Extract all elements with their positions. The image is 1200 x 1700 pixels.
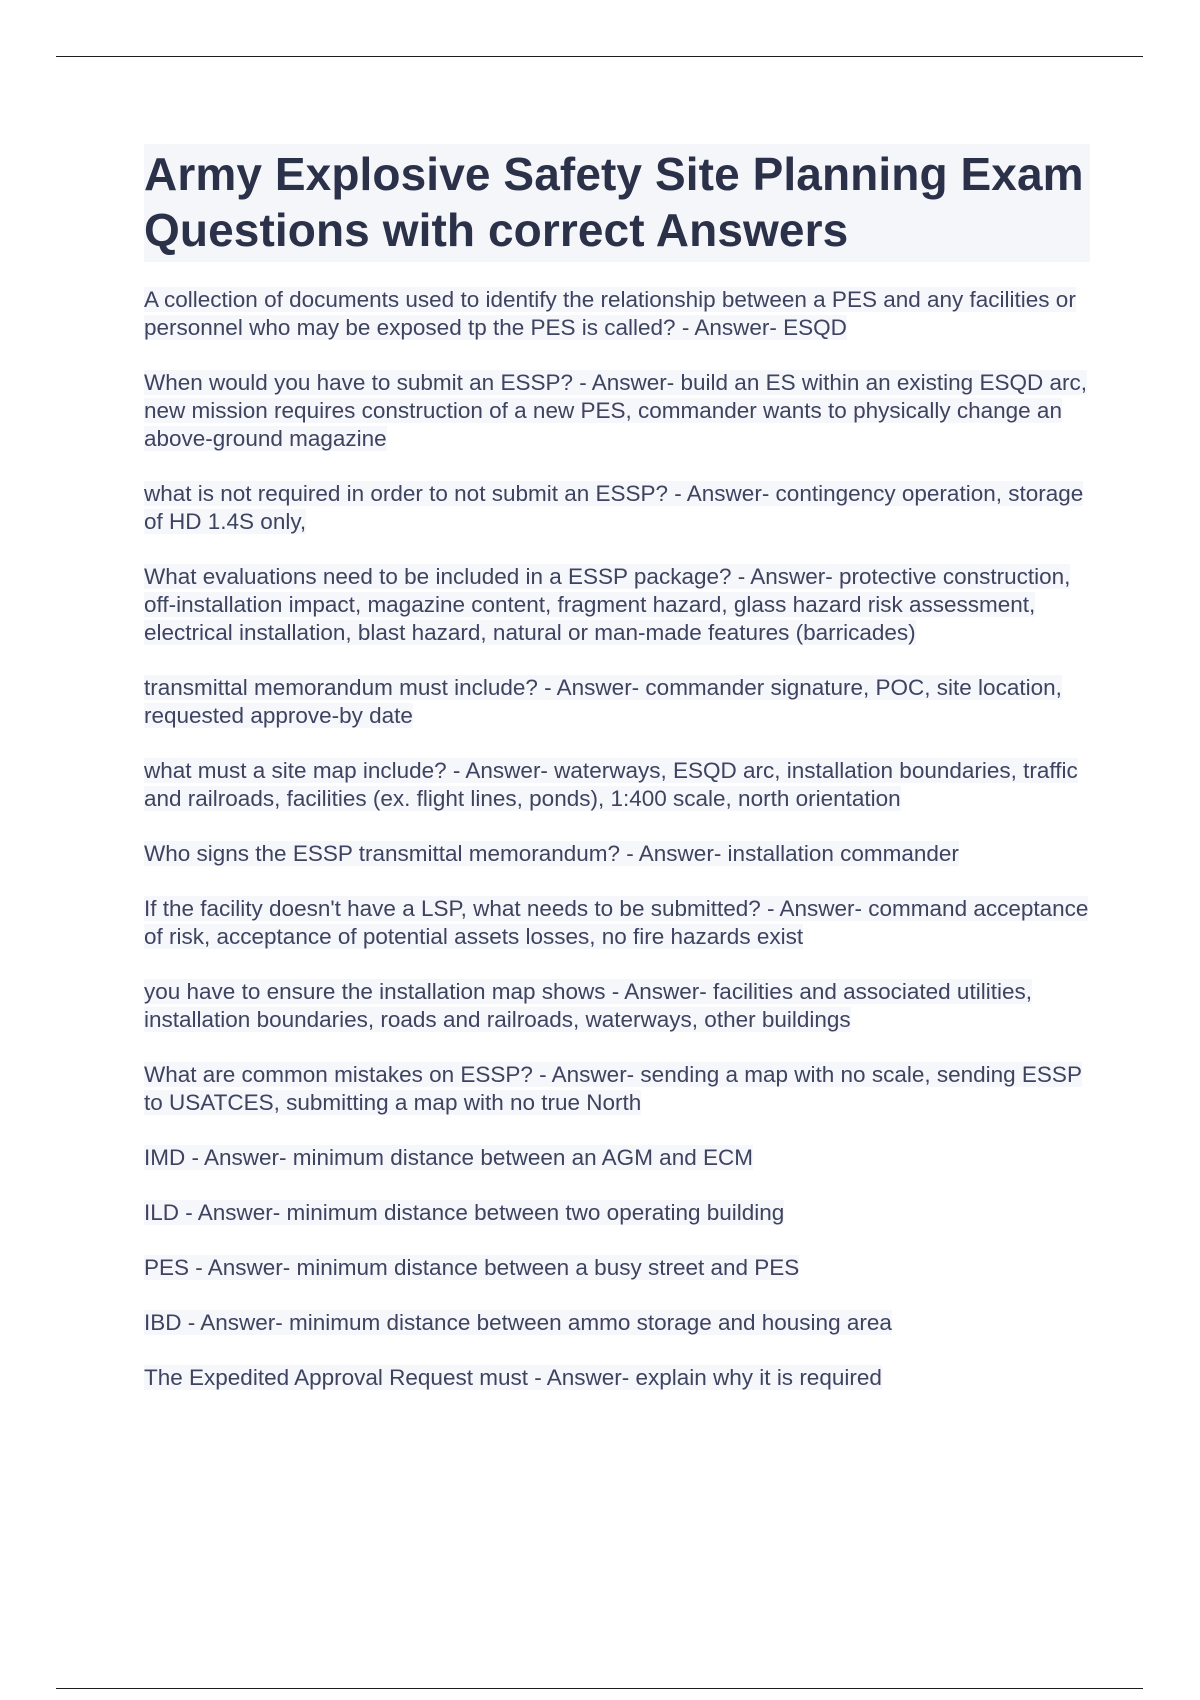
qa-item (144, 563, 1090, 647)
qa-item-text: what is not required in order to not submit an ESSP? - Answer- contingency operation, storage of HD 1.4S only, (144, 481, 1084, 534)
qa-item (144, 840, 1090, 868)
title-block (144, 144, 1090, 262)
qa-item (144, 480, 1090, 536)
qa-item-text: ILD - Answer- minimum distance between two operating building (144, 1200, 785, 1225)
qa-item-text: PES - Answer- minimum distance between a busy street and PES (144, 1255, 800, 1280)
qa-item-text: what must a site map include? - Answer- waterways, ESQD arc, installation boundaries, traffic and railroads, facilities (ex. flight lines, ponds), 1:400 scale, north orientation (144, 758, 1078, 811)
qa-item-text: What evaluations need to be included in a ESSP package? - Answer- protective construction, off-installation impact, magazine content, fragment hazard, glass hazard risk assessment, electrical installation, blast hazard, natural or man-made features (barricades) (144, 564, 1071, 645)
qa-item-text: IBD - Answer- minimum distance between ammo storage and housing area (144, 1310, 892, 1335)
qa-list (144, 286, 1090, 1392)
qa-item (144, 1199, 1090, 1227)
page-bottom-rule (56, 1688, 1143, 1689)
qa-item (144, 1061, 1090, 1117)
qa-item-text: you have to ensure the installation map shows - Answer- facilities and associated utilities, installation boundaries, roads and railroads, waterways, other buildings (144, 979, 1032, 1032)
qa-item (144, 757, 1090, 813)
qa-item-text: Who signs the ESSP transmittal memorandum? - Answer- installation commander (144, 841, 959, 866)
qa-item-text: The Expedited Approval Request must - Answer- explain why it is required (144, 1365, 882, 1390)
qa-item (144, 674, 1090, 730)
qa-item (144, 895, 1090, 951)
qa-item-text: When would you have to submit an ESSP? - Answer- build an ES within an existing ESQD arc, new mission requires construction of a new PES, commander wants to physically change an above-ground magazine (144, 370, 1087, 451)
qa-item (144, 286, 1090, 342)
qa-item-text: A collection of documents used to identify the relationship between a PES and any facilities or personnel who may be exposed tp the PES is called? - Answer- ESQD (144, 287, 1076, 340)
qa-item (144, 1144, 1090, 1172)
document-title: Army Explosive Safety Site Planning Exam Questions with correct Answers (144, 148, 1084, 256)
qa-item (144, 1254, 1090, 1282)
qa-item (144, 978, 1090, 1034)
page-top-rule (56, 56, 1143, 57)
qa-item (144, 1309, 1090, 1337)
qa-item-text: If the facility doesn't have a LSP, what needs to be submitted? - Answer- command acceptance of risk, acceptance of potential assets losses, no fire hazards exist (144, 896, 1089, 949)
document-body (144, 144, 1090, 1419)
qa-item (144, 1364, 1090, 1392)
qa-item-text: transmittal memorandum must include? - Answer- commander signature, POC, site location, requested approve-by date (144, 675, 1062, 728)
qa-item (144, 369, 1090, 453)
qa-item-text: What are common mistakes on ESSP? - Answer- sending a map with no scale, sending ESSP to USATCES, submitting a map with no true North (144, 1062, 1082, 1115)
qa-item-text: IMD - Answer- minimum distance between an AGM and ECM (144, 1145, 753, 1170)
